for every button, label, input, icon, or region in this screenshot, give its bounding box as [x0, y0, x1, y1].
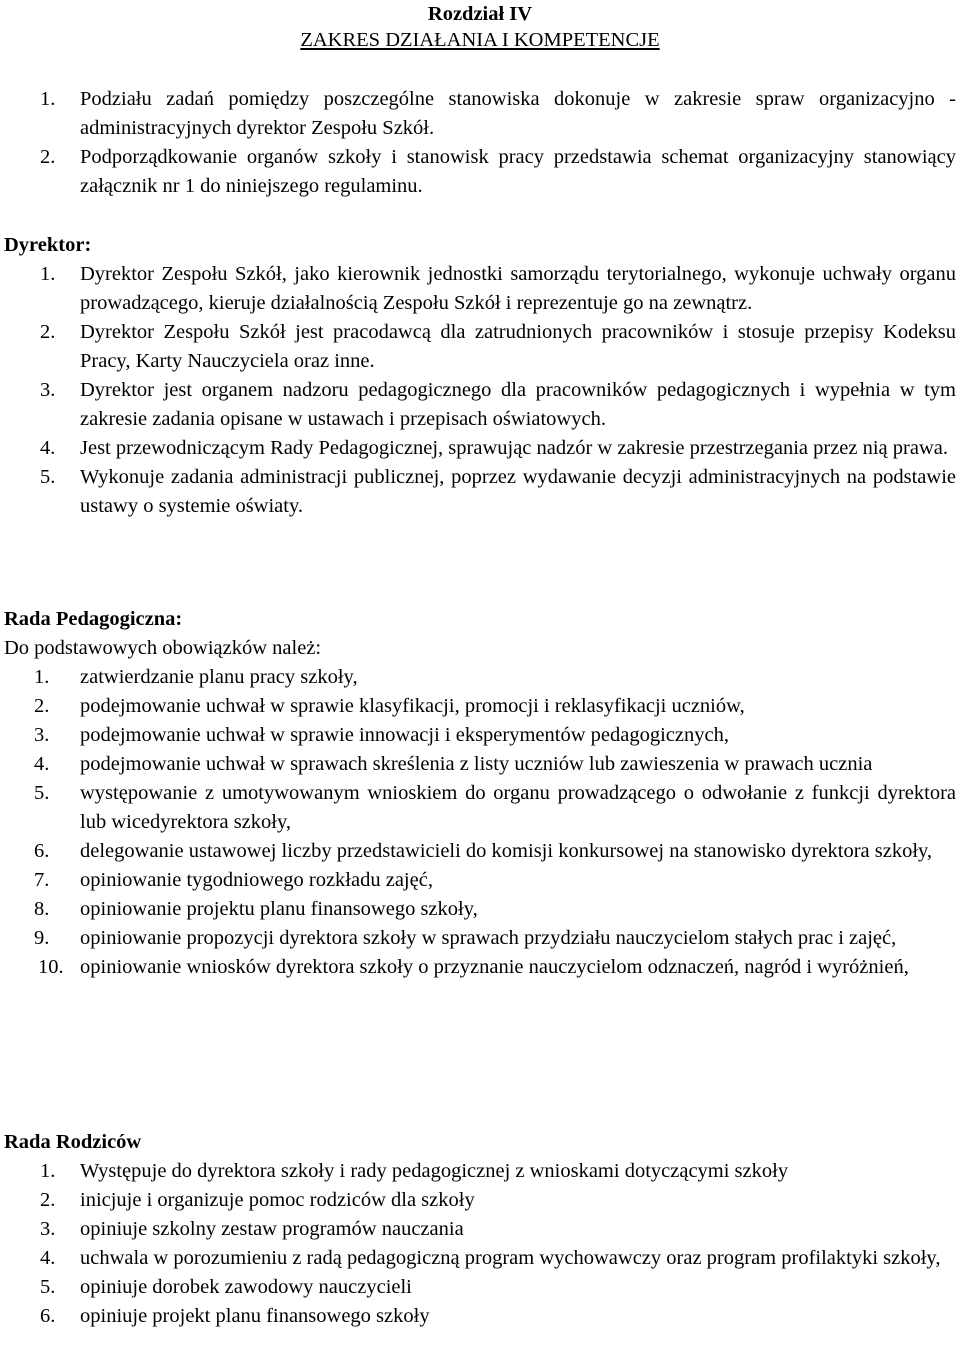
list-item [0, 1186, 956, 1215]
item-text: Wykonuje zadania administracji publicznej, poprzez wydawanie decyzji administracyjnych na podstawie ustawy o systemie oświaty. [80, 466, 956, 517]
item-number: 3. [40, 1218, 56, 1240]
item-number: 6. [34, 840, 50, 862]
item-text: opiniuje projekt planu finansowego szkoły [80, 1305, 430, 1327]
list-item [0, 143, 956, 201]
list-item [0, 779, 956, 837]
item-number: 4. [40, 1247, 56, 1269]
item-text: Dyrektor Zespołu Szkół jest pracodawcą dla zatrudnionych pracowników i stosuje przepisy Kodeksu Pracy, Karty Nauczyciela oraz inne. [80, 321, 956, 372]
item-number: 6. [40, 1305, 56, 1327]
intro-list [0, 85, 956, 201]
rada-pedagogiczna-intro: Do podstawowych obowiązków należ: [4, 637, 322, 659]
section-heading-rada-rodzicow: Rada Rodziców [4, 1131, 142, 1153]
item-text: opiniowanie wniosków dyrektora szkoły o przyznanie nauczycielom odznaczeń, nagród i wyróżnień, [80, 956, 909, 978]
item-number: 8. [34, 898, 50, 920]
item-number: 5. [34, 782, 50, 804]
item-number: 5. [40, 1276, 56, 1298]
list-item [0, 463, 956, 521]
item-text: uchwala w porozumieniu z radą pedagogiczną program wychowawczy oraz program profilaktyki szkoły, [80, 1247, 941, 1269]
list-item [0, 1215, 956, 1244]
item-number: 3. [40, 379, 56, 401]
list-item [0, 318, 956, 376]
item-number: 4. [40, 437, 56, 459]
list-item [0, 895, 956, 924]
list-item [0, 750, 956, 779]
item-number: 7. [34, 869, 50, 891]
section-heading-rada-pedagogiczna: Rada Pedagogiczna: [4, 608, 183, 630]
item-number: 1. [34, 666, 50, 688]
item-text: opiniuje dorobek zawodowy nauczycieli [80, 1276, 412, 1298]
item-number: 2. [34, 695, 50, 717]
item-text: Podporządkowanie organów szkoły i stanowisk pracy przedstawia schemat organizacyjny stanowiący załącznik nr 1 do niniejszego regulaminu. [80, 146, 956, 197]
item-text: Podziału zadań pomiędzy poszczególne stanowiska dokonuje w zakresie spraw organizacyjno - administracyjnych dyrektor Zespołu Szkół. [80, 88, 956, 139]
rada-pedagogiczna-list [0, 663, 956, 982]
list-item [0, 953, 956, 982]
item-text: opiniowanie tygodniowego rozkładu zajęć, [80, 869, 433, 891]
dyrektor-list [0, 260, 956, 521]
item-text: opiniuje szkolny zestaw programów nauczania [80, 1218, 464, 1240]
item-text: delegowanie ustawowej liczby przedstawicieli do komisji konkursowej na stanowisko dyrektora szkoły, [80, 840, 933, 862]
list-item [0, 721, 956, 750]
list-item [0, 376, 956, 434]
item-text: Jest przewodniczącym Rady Pedagogicznej, sprawując nadzór w zakresie przestrzegania przez nią prawa. [80, 437, 948, 459]
item-text: Dyrektor jest organem nadzoru pedagogicznego dla pracowników pedagogicznych i wypełnia w tym zakresie zadania opisane w ustawach i przepisach oświatowych. [80, 379, 956, 430]
item-number: 2. [40, 146, 56, 168]
item-text: podejmowanie uchwał w sprawie innowacji i eksperymentów pedagogicznych, [80, 724, 729, 746]
item-number: 1. [40, 1160, 56, 1182]
list-item [0, 663, 956, 692]
item-text: występowanie z umotywowanym wnioskiem do organu prowadzącego o odwołanie z funkcji dyrektora lub wicedyrektora szkoły, [80, 782, 956, 833]
list-item [0, 85, 956, 143]
item-number: 4. [34, 753, 50, 775]
rada-rodzicow-list [0, 1157, 956, 1331]
list-item [0, 1157, 956, 1186]
list-item [0, 1302, 956, 1331]
item-text: Występuje do dyrektora szkoły i rady pedagogicznej z wnioskami dotyczącymi szkoły [80, 1160, 789, 1182]
list-item [0, 866, 956, 895]
item-text: Dyrektor Zespołu Szkół, jako kierownik jednostki samorządu terytorialnego, wykonuje uchwały organu prowadzącego, kieruje działalnością Zespołu Szkół i reprezentuje go na zewnątrz. [80, 263, 956, 314]
chapter-title: Rozdział IV [427, 3, 533, 25]
item-text: zatwierdzanie planu pracy szkoły, [80, 666, 358, 688]
item-number: 2. [40, 321, 56, 343]
item-number: 5. [40, 466, 56, 488]
list-item [0, 692, 956, 721]
item-text: podejmowanie uchwał w sprawach skreślenia z listy uczniów lub zawieszenia w prawach ucznia [80, 753, 873, 775]
chapter-subtitle: ZAKRES DZIAŁANIA I KOMPETENCJE [300, 29, 660, 51]
item-text: podejmowanie uchwał w sprawie klasyfikacji, promocji i reklasyfikacji uczniów, [80, 695, 745, 717]
item-number: 1. [40, 88, 56, 110]
item-number: 1. [40, 263, 56, 285]
list-item [0, 924, 956, 953]
item-text: inicjuje i organizuje pomoc rodziców dla szkoły [80, 1189, 475, 1211]
list-item [0, 837, 956, 866]
item-text: opiniowanie projektu planu finansowego szkoły, [80, 898, 478, 920]
item-number: 3. [34, 724, 50, 746]
section-heading-dyrektor: Dyrektor: [4, 234, 92, 256]
item-number: 2. [40, 1189, 56, 1211]
list-item [0, 434, 956, 463]
list-item [0, 260, 956, 318]
item-number: 10. [38, 956, 64, 978]
list-item [0, 1273, 956, 1302]
list-item [0, 1244, 956, 1273]
item-number: 9. [34, 927, 50, 949]
item-text: opiniowanie propozycji dyrektora szkoły w sprawach przydziału nauczycielom stałych prac i zajęć, [80, 927, 897, 949]
